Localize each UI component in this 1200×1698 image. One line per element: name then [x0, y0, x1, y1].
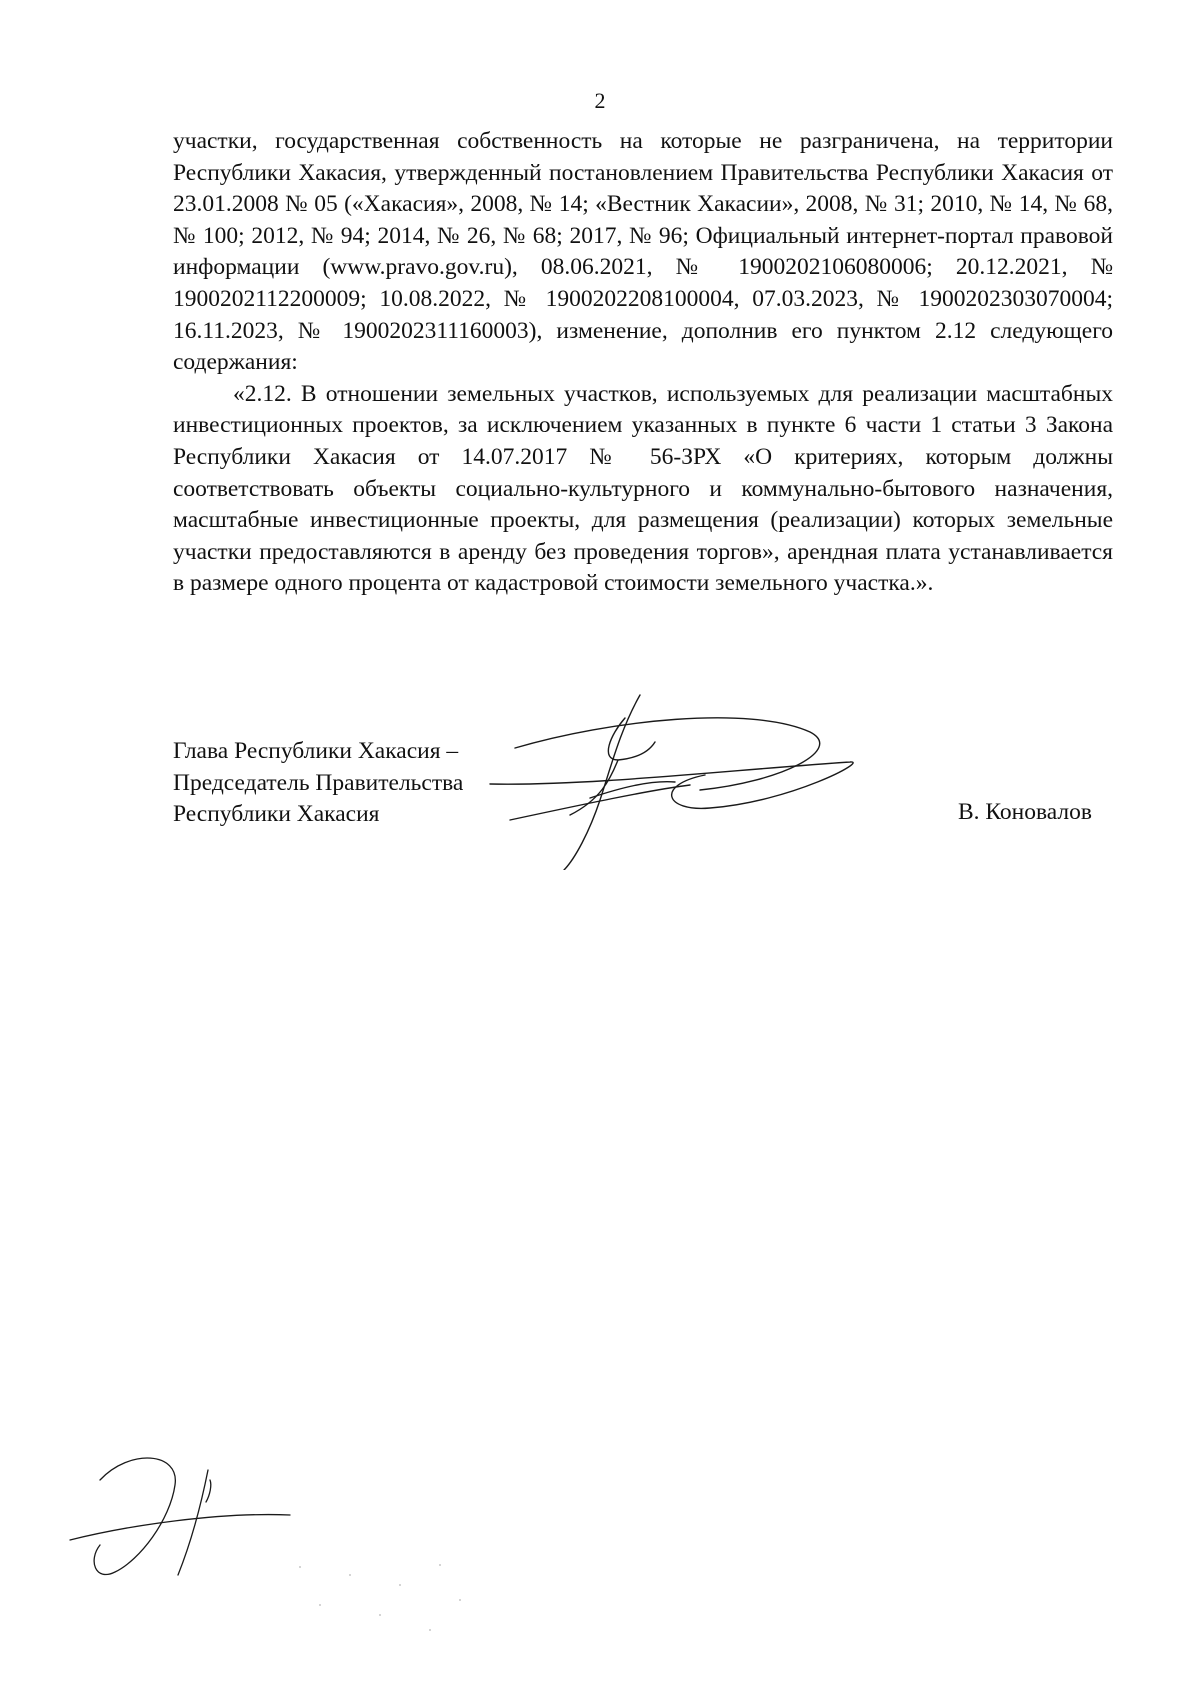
body-paragraph: участки, государственная собственность на которые не разграничена, на территории Республики Хакасия, утвержденный постановлением Правительства Республики Хакасия от 23.01.2008 № 05 («Хакасия», 2008, № 14; «Вестник Хакасии», 2008, № 31; 2010, № 14, № 68, № 100; 2012, № 94; 2014, № 26, № 68; 2017, № 96; Официальный интернет-портал правовой информации (www.pravo.gov.ru), 08.06.2021, № 1900202106080006; 20.12.2021, № 1900202112200009; 10.08.2022, № 1900202208100004, 07.03.2023, № 1900202303070004; 16.11.2023, № 1900202311160003), изменение, дополнив его пунктом 2.12 следующего содержания: [173, 128, 1113, 376]
scan-artifact [290, 1555, 510, 1645]
amendment-paragraph: «2.12. В отношении земельных участков, используемых для реализации масштабных инвестиционных проектов, за исключением указанных в пункте 6 части 1 статьи 3 Закона Республики Хакасия от 14.07.2017 № 56-ЗРХ «О критериях, которым должны соответствовать объекты социально-культурного и коммунально-бытового назначения, масштабные инвестиционные проекты, для размещения (реализации) которых земельные участки предоставляются в аренду без проведения торгов», арендная плата устанавливается в размере одного процента от кадастровой стоимости земельного участка.». [173, 380, 1113, 597]
signatory-title [173, 736, 463, 831]
handwritten-signature [450, 690, 900, 870]
signer-name: В. Коновалов [958, 799, 1093, 825]
page-number: 2 [594, 88, 606, 113]
signatory-title-line: Председатель Правительства [173, 769, 464, 796]
handwritten-initials [60, 1440, 320, 1610]
signatory-title-line: Республики Хакасия [173, 801, 380, 828]
signatory-title-line: Глава Республики Хакасия – [173, 738, 459, 764]
document-body [173, 126, 1113, 600]
